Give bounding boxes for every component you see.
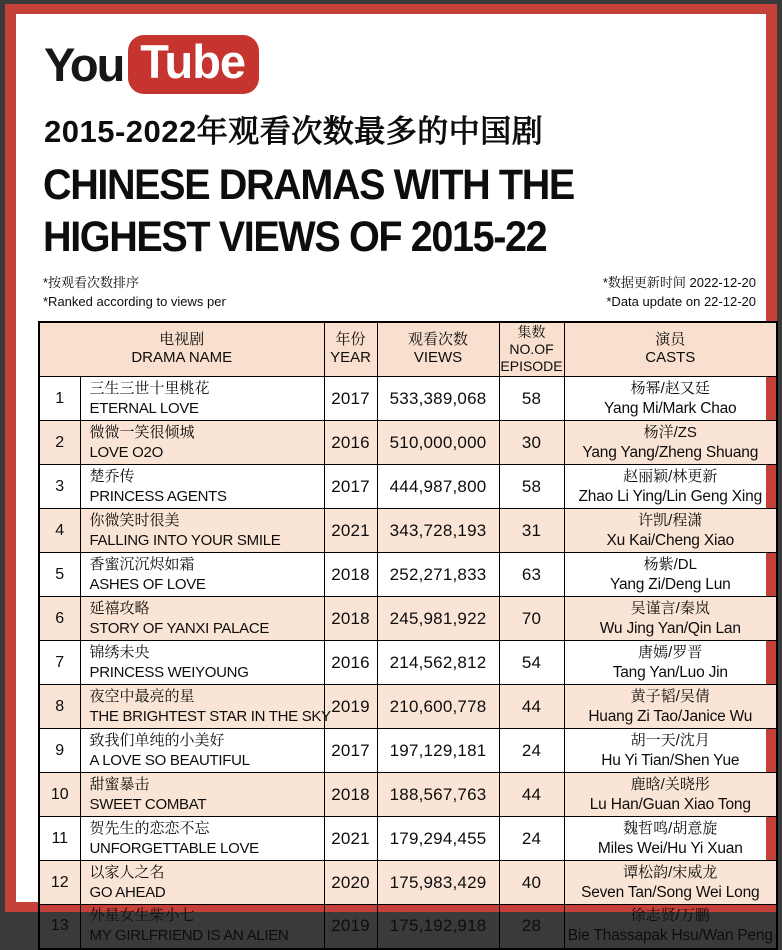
rank-cell: 12 (39, 861, 80, 905)
views-cell: 214,562,812 (377, 641, 499, 685)
episodes-cell: 28 (499, 905, 564, 949)
drama-name-zh: 微微一笑很倾城 (89, 423, 195, 441)
rank-cell: 4 (39, 509, 80, 553)
drama-name-cell (80, 817, 324, 861)
drama-ranking-table (38, 321, 778, 950)
year-cell: 2016 (324, 641, 377, 685)
table-row (39, 685, 777, 729)
table-header (39, 322, 777, 377)
casts-cell (564, 817, 777, 861)
views-cell: 175,192,918 (377, 905, 499, 949)
episodes-cell: 44 (499, 773, 564, 817)
column-header-views-zh: 观看次数 (408, 330, 469, 348)
drama-name-cell (80, 421, 324, 465)
casts-cell (564, 685, 777, 729)
youtube-logo (44, 34, 758, 94)
youtube-logo-tube-badge: Tube (128, 35, 259, 94)
episodes-cell: 58 (499, 465, 564, 509)
casts-en: Xu Kai/Cheng Xiao (606, 531, 735, 549)
casts-en: Miles Wei/Hu Yi Xuan (597, 839, 743, 857)
casts-en: Bie Thassapak Hsu/Wan Peng (567, 927, 773, 945)
casts-cell (564, 465, 777, 509)
column-header-year (324, 322, 377, 377)
title-english-line1: CHINESE DRAMAS WITH THE (43, 161, 574, 209)
rank-cell: 5 (39, 553, 80, 597)
drama-name-cell (80, 597, 324, 641)
year-cell: 2020 (324, 861, 377, 905)
casts-zh: 胡一天/沈月 (630, 731, 710, 749)
views-cell: 179,294,455 (377, 817, 499, 861)
casts-zh: 杨紫/DL (643, 555, 697, 573)
casts-en: Wu Jing Yan/Qin Lan (599, 619, 741, 637)
drama-name-en: PRINCESS AGENTS (89, 487, 227, 505)
rank-cell: 6 (39, 597, 80, 641)
casts-cell (564, 773, 777, 817)
column-header-episodes-en1: NO.OF (509, 340, 554, 357)
drama-name-cell (80, 729, 324, 773)
column-header-drama-name-en: DRAMA NAME (131, 349, 233, 367)
views-cell: 444,987,800 (377, 465, 499, 509)
year-cell: 2016 (324, 421, 377, 465)
episodes-cell: 63 (499, 553, 564, 597)
casts-zh: 鹿晗/关晓彤 (630, 775, 710, 793)
episodes-cell: 44 (499, 685, 564, 729)
drama-name-zh: 你微笑时很美 (89, 511, 180, 529)
year-cell: 2021 (324, 817, 377, 861)
casts-zh: 吴谨言/秦岚 (630, 599, 710, 617)
drama-name-zh: 楚乔传 (89, 467, 135, 485)
table-row (39, 553, 777, 597)
footnote-left (43, 274, 226, 312)
title-english (43, 159, 701, 264)
episodes-cell: 24 (499, 729, 564, 773)
rank-cell: 1 (39, 377, 80, 421)
column-header-casts (564, 322, 777, 377)
casts-en: Huang Zi Tao/Janice Wu (588, 707, 753, 725)
casts-en: Yang Yang/Zheng Shuang (582, 443, 759, 461)
drama-name-en: GO AHEAD (89, 883, 166, 901)
drama-name-cell (80, 377, 324, 421)
casts-en: Yang Zi/Deng Lun (609, 575, 731, 593)
episodes-cell: 58 (499, 377, 564, 421)
drama-name-cell (80, 509, 324, 553)
red-frame (5, 4, 777, 945)
drama-name-en: FALLING INTO YOUR SMILE (89, 531, 281, 549)
casts-zh: 杨洋/ZS (643, 423, 697, 441)
year-cell: 2018 (324, 597, 377, 641)
views-cell: 245,981,922 (377, 597, 499, 641)
footnote-left-zh: *按观看次数排序 (43, 274, 140, 290)
rank-cell: 7 (39, 641, 80, 685)
table-row (39, 773, 777, 817)
drama-name-zh: 外星女生柴小七 (89, 907, 195, 925)
casts-zh: 徐志贤/万鹏 (630, 907, 710, 925)
drama-name-zh: 三生三世十里桃花 (89, 379, 210, 397)
table-row (39, 817, 777, 861)
footnote-right (603, 274, 756, 312)
table-row (39, 597, 777, 641)
drama-name-en: A LOVE SO BEAUTIFUL (89, 751, 250, 769)
column-header-year-zh: 年份 (335, 330, 366, 348)
rank-cell: 3 (39, 465, 80, 509)
year-cell: 2019 (324, 685, 377, 729)
table-row (39, 861, 777, 905)
drama-name-cell (80, 685, 331, 729)
drama-name-cell (80, 905, 324, 949)
casts-zh: 许凯/程潇 (638, 511, 703, 529)
episodes-cell: 70 (499, 597, 564, 641)
casts-cell (564, 905, 777, 949)
drama-name-en: SWEET COMBAT (89, 795, 207, 813)
footnote-right-en: *Data update on 22-12-20 (606, 293, 756, 309)
column-header-drama-name-zh: 电视剧 (159, 330, 205, 348)
column-header-episodes-en2: EPISODE (500, 357, 563, 374)
casts-zh: 杨幂/赵又廷 (630, 379, 710, 397)
column-header-views (377, 322, 499, 377)
casts-zh: 魏哲鸣/胡意旋 (623, 819, 718, 837)
footnote-right-zh: *数据更新时间 2022-12-20 (602, 274, 756, 290)
column-header-drama-name (39, 322, 324, 377)
casts-cell (564, 861, 777, 905)
column-header-casts-en: CASTS (645, 349, 696, 367)
casts-en: Yang Mi/Mark Chao (604, 399, 737, 417)
drama-name-zh: 延禧攻略 (89, 599, 150, 617)
casts-en: Lu Han/Guan Xiao Tong (589, 795, 751, 813)
views-cell: 188,567,763 (377, 773, 499, 817)
drama-name-en: ASHES OF LOVE (89, 575, 206, 593)
views-cell: 343,728,193 (377, 509, 499, 553)
casts-zh: 黄子韬/吴倩 (630, 687, 710, 705)
views-cell: 175,983,429 (377, 861, 499, 905)
table-row (39, 729, 777, 773)
episodes-cell: 24 (499, 817, 564, 861)
drama-name-zh: 夜空中最亮的星 (89, 687, 195, 705)
views-cell: 533,389,068 (377, 377, 499, 421)
episodes-cell: 54 (499, 641, 564, 685)
views-cell: 197,129,181 (377, 729, 499, 773)
rank-cell: 2 (39, 421, 80, 465)
episodes-cell: 40 (499, 861, 564, 905)
drama-name-zh: 致我们单纯的小美好 (89, 731, 225, 749)
table-row (39, 641, 777, 685)
drama-name-zh: 以家人之名 (89, 863, 165, 881)
year-cell: 2018 (324, 553, 377, 597)
drama-name-en: STORY OF YANXI PALACE (89, 619, 270, 637)
drama-name-en: UNFORGETTABLE LOVE (89, 839, 259, 857)
drama-name-cell (80, 553, 324, 597)
casts-en: Tang Yan/Luo Jin (612, 663, 728, 681)
year-cell: 2018 (324, 773, 377, 817)
column-header-views-en: VIEWS (413, 349, 463, 367)
drama-name-zh: 锦绣未央 (89, 643, 150, 661)
drama-name-zh: 甜蜜暴击 (89, 775, 150, 793)
column-header-episodes (499, 322, 564, 377)
casts-cell (564, 641, 777, 685)
casts-cell (564, 553, 777, 597)
drama-name-en: ETERNAL LOVE (89, 399, 199, 417)
rank-cell: 10 (39, 773, 80, 817)
casts-cell (564, 509, 777, 553)
year-cell: 2021 (324, 509, 377, 553)
title-chinese: 2015-2022年观看次数最多的中国剧 (44, 114, 544, 149)
views-cell: 510,000,000 (377, 421, 499, 465)
drama-name-cell (80, 465, 324, 509)
casts-cell (564, 377, 777, 421)
year-cell: 2017 (324, 729, 377, 773)
year-cell: 2019 (324, 905, 377, 949)
casts-zh: 赵丽颖/林更新 (623, 467, 718, 485)
footnote-left-en: *Ranked according to views per (43, 293, 226, 309)
views-cell: 252,271,833 (377, 553, 499, 597)
episodes-cell: 31 (499, 509, 564, 553)
year-cell: 2017 (324, 377, 377, 421)
table-row (39, 377, 777, 421)
column-header-casts-zh: 演员 (655, 330, 686, 348)
page (16, 14, 773, 945)
rank-cell: 8 (39, 685, 80, 729)
year-cell: 2017 (324, 465, 377, 509)
casts-cell (564, 597, 777, 641)
drama-name-cell (80, 773, 324, 817)
rank-cell: 11 (39, 817, 80, 861)
column-header-year-en: YEAR (330, 349, 371, 367)
title-english-line2: HIGHEST VIEWS OF 2015-22 (43, 213, 547, 262)
rank-cell: 9 (39, 729, 80, 773)
casts-en: Zhao Li Ying/Lin Geng Xing (578, 487, 763, 505)
casts-en: Hu Yi Tian/Shen Yue (601, 751, 740, 769)
drama-name-zh: 香蜜沉沉烬如霜 (89, 555, 195, 573)
table-row (39, 465, 777, 509)
table-header-row (39, 322, 777, 377)
casts-zh: 唐嫣/罗晋 (638, 643, 703, 661)
casts-en: Seven Tan/Song Wei Long (581, 883, 760, 901)
table-body (39, 377, 777, 949)
drama-name-en: THE BRIGHTEST STAR IN THE SKY (89, 707, 331, 725)
drama-name-zh: 贺先生的恋恋不忘 (89, 819, 210, 837)
episodes-cell: 30 (499, 421, 564, 465)
drama-name-en: MY GIRLFRIEND IS AN ALIEN (89, 927, 289, 945)
casts-zh: 谭松韵/宋威龙 (623, 863, 718, 881)
table-row (39, 421, 777, 465)
table-row (39, 905, 777, 949)
drama-name-en: LOVE O2O (89, 443, 163, 461)
column-header-episodes-zh: 集数 (517, 324, 546, 341)
footnotes (43, 274, 756, 312)
drama-name-cell (80, 641, 324, 685)
drama-name-cell (80, 861, 324, 905)
casts-cell (564, 421, 777, 465)
drama-name-en: PRINCESS WEIYOUNG (89, 663, 249, 681)
views-cell: 210,600,778 (377, 685, 499, 729)
youtube-logo-you-text: You (44, 37, 124, 91)
rank-cell: 13 (39, 905, 80, 949)
casts-cell (564, 729, 777, 773)
table-row (39, 509, 777, 553)
